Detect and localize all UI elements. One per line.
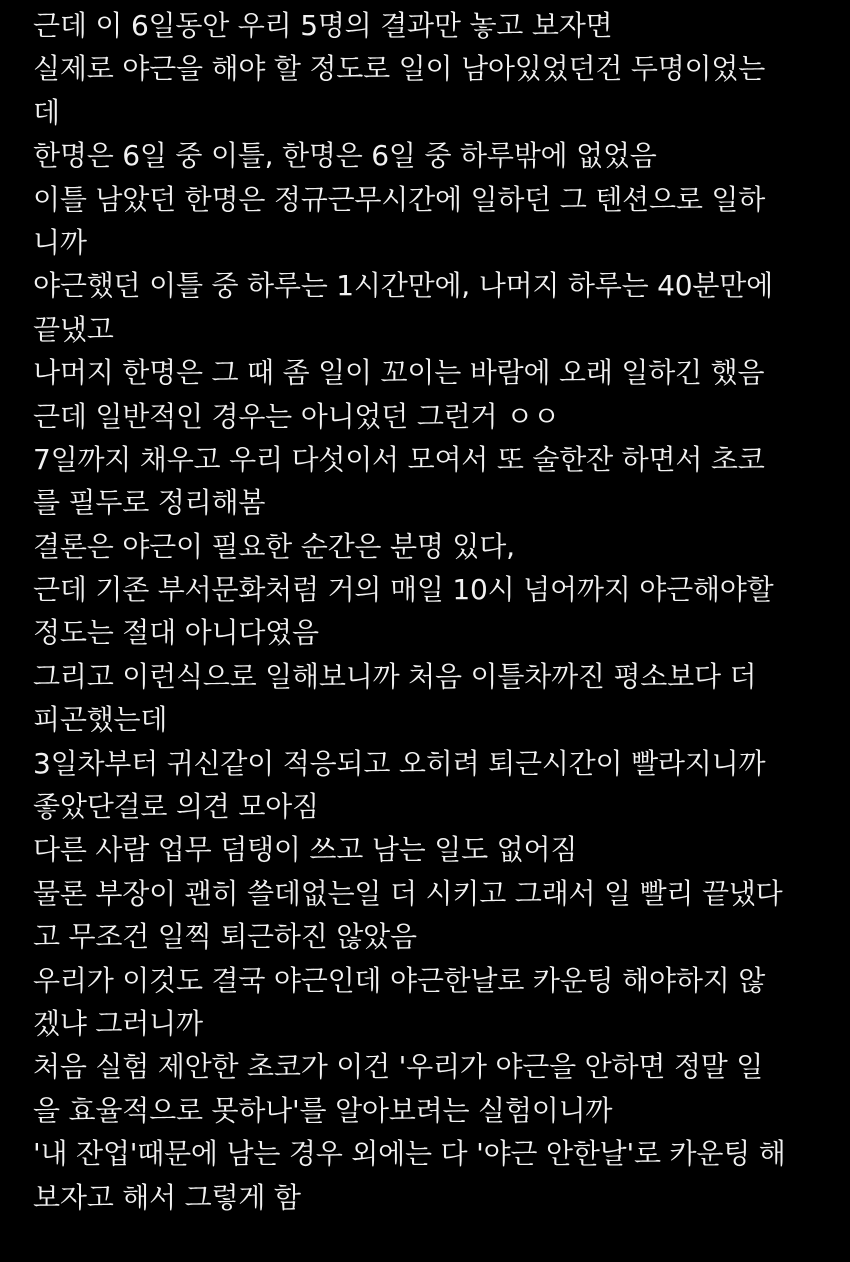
text-line: 니까: [33, 225, 87, 259]
text-line: 보자고 해서 그렇게 함: [33, 1180, 301, 1214]
text-line: 고 무조건 일찍 퇴근하진 않았음: [33, 920, 417, 954]
text-line: 근데 기존 부서문화처럼 거의 매일 10시 넘어까지 야근해야할: [33, 573, 774, 607]
text-line: 물론 부장이 괜히 쓸데없는일 더 시키고 그래서 일 빨리 끝냈다: [33, 876, 783, 910]
text-line: 한명은 6일 중 이틀, 한명은 6일 중 하루밖에 없었음: [33, 139, 657, 173]
text-line: 야근했던 이틀 중 하루는 1시간만에, 나머지 하루는 40분만에: [33, 269, 773, 303]
text-line: 그리고 이런식으로 일해보니까 처음 이틀차까진 평소보다 더: [33, 659, 757, 693]
text-line: 실제로 야근을 해야 할 정도로 일이 남아있었던건 두명이었는: [33, 52, 766, 86]
text-line: 이틀 남았던 한명은 정규근무시간에 일하던 그 텐션으로 일하: [33, 182, 766, 216]
text-line: 근데 일반적인 경우는 아니었던 그런거 ㅇㅇ: [33, 399, 560, 433]
text-line: 데: [33, 95, 60, 129]
text-line: 좋았단걸로 의견 모아짐: [33, 790, 319, 824]
text-line: 결론은 야근이 필요한 순간은 분명 있다,: [33, 529, 515, 563]
text-line: 를 필두로 정리해봄: [33, 486, 266, 520]
text-line: 우리가 이것도 결국 야근인데 야근한날로 카운팅 해야하지 않: [33, 963, 766, 997]
text-line: 3일차부터 귀신같이 적응되고 오히려 퇴근시간이 빨라지니까: [33, 746, 766, 780]
text-line: 겠냐 그러니까: [33, 1006, 203, 1040]
text-line: 피곤했는데: [33, 703, 168, 737]
text-line: 근데 이 6일동안 우리 5명의 결과만 놓고 보자면: [33, 9, 613, 42]
text-line: 다른 사람 업무 덤탱이 쓰고 남는 일도 없어짐: [33, 833, 578, 867]
post-body: [33, 4, 833, 1219]
text-line: 정도는 절대 아니다였음: [33, 616, 319, 650]
text-line: 7일까지 채우고 우리 다섯이서 모여서 또 술한잔 하면서 초코: [33, 442, 765, 476]
text-line: 나머지 한명은 그 때 좀 일이 꼬이는 바람에 오래 일하긴 했음: [33, 356, 765, 390]
text-line: 끝냈고: [33, 312, 114, 346]
text-line: 처음 실험 제안한 초코가 이건 '우리가 야근을 안하면 정말 일: [33, 1050, 764, 1084]
text-line: 을 효율적으로 못하나'를 알아보려는 실험이니까: [33, 1093, 613, 1127]
text-line: '내 잔업'때문에 남는 경우 외에는 다 '야근 안한날'로 카운팅 해: [33, 1137, 786, 1171]
